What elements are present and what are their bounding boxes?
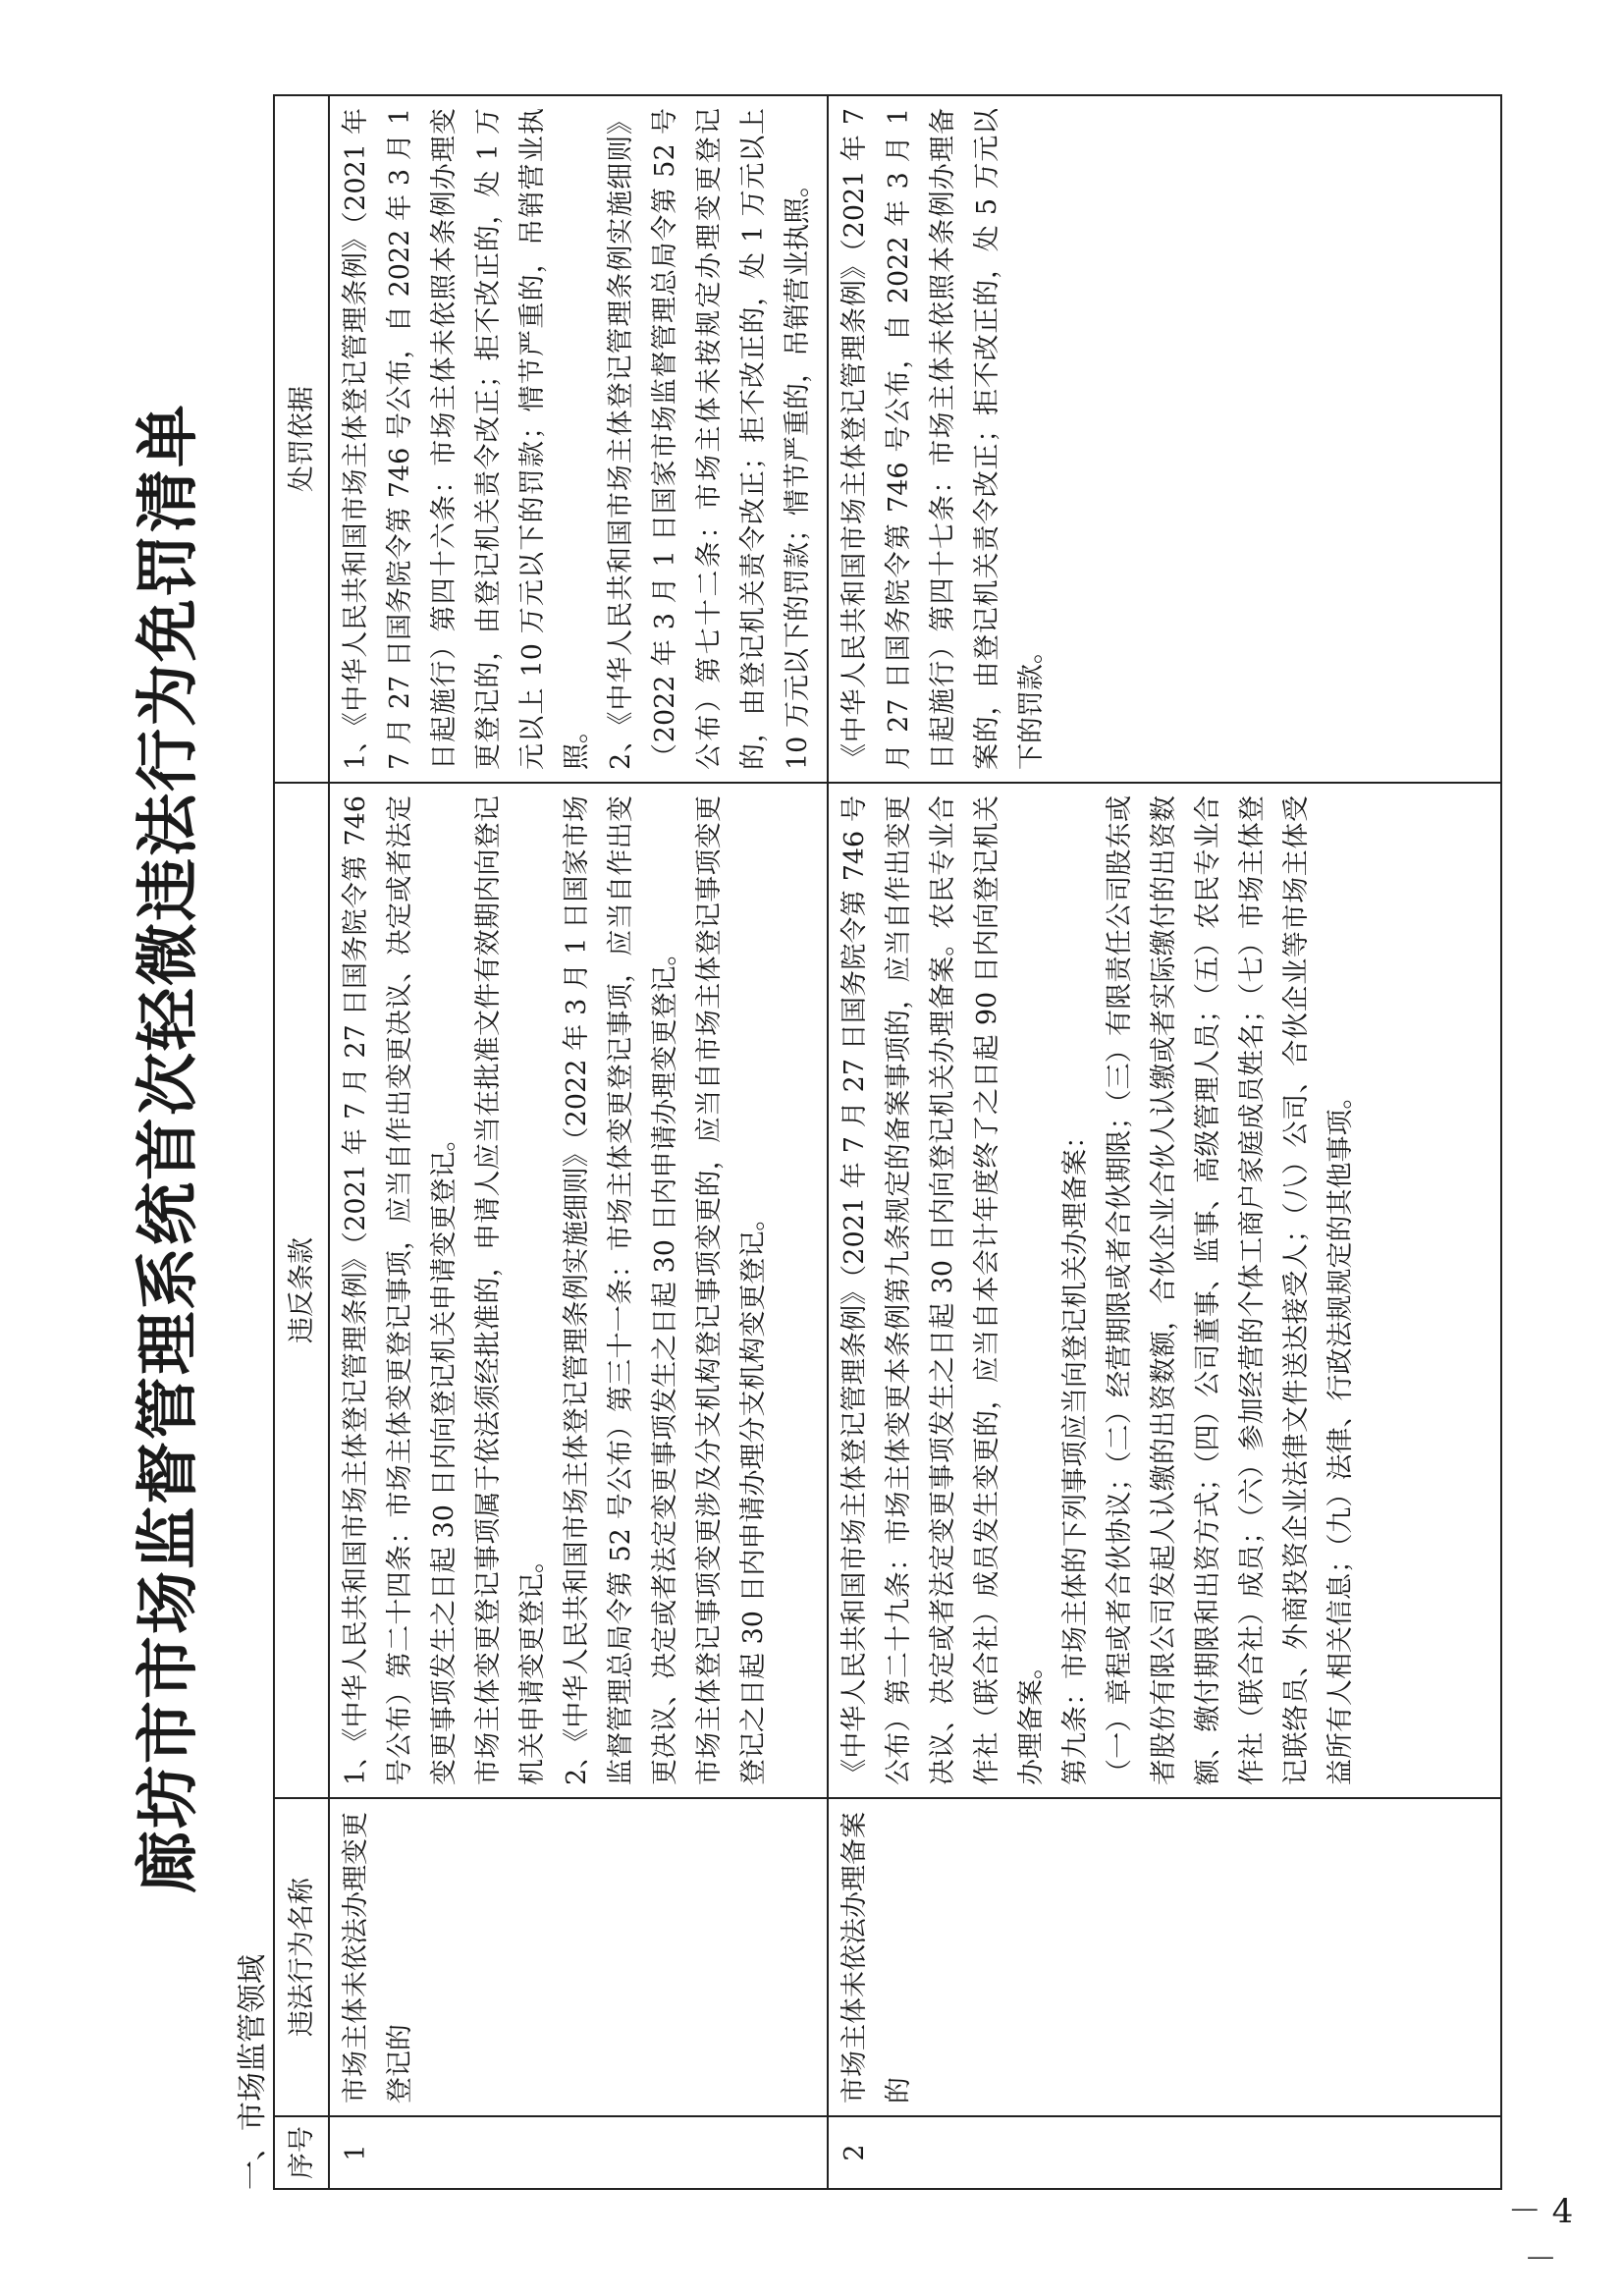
clause-paragraph: 市场主体登记事项变更涉及分支机构登记事项变更的，应当自市场主体登记事项变更登记之日起 30 日内申请办理分支机构变更登记。 [694,795,769,1785]
row-clause [828,783,1501,1798]
basis-paragraph: 1、《中华人民共和国市场主体登记管理条例》（2021 年 7 月 27 日国务院令第 746 号公布，自 2022 年 3 月 1 日起施行）第四十六条：市场主体未依照本条例办理变更登记的，由登记机关责令改正；拒不改正的，处 1 万元以上 10 万元以下的罚款；情节严重的，吊销营业执照。 [341,108,592,770]
penalty-exemption-table [273,94,1502,2190]
clause-paragraph: 2、《中华人民共和国市场主体登记管理条例实施细则》（2022 年 3 月 1 日国家市场监督管理总局令第 52 号公布）第三十一条：市场主体变更登记事项，应当自作出变更决议、决定或者法定变更事项发生之日起 30 日内申请办理变更登记。 [562,795,680,1785]
table-row [828,95,1501,2189]
row-violation-name: 市场主体未依法办理备案的 [828,1798,1501,2116]
page-number: － 4 － [1507,2192,1574,2279]
clause-paragraph: 1、《中华人民共和国市场主体登记管理条例》（2021 年 7 月 27 日国务院令第 746 号公布）第二十四条：市场主体变更登记事项，应当自作出变更决议、决定或者法定变更事项发生之日起 30 日内向登记机关申请变更登记。 [341,795,460,1785]
table-row [329,95,828,2189]
page-title: 廊坊市市场监督管理系统首次轻微违法行为免罚清单 [133,403,205,1893]
table-header-row [274,95,329,2189]
row-clause [329,783,828,1798]
row-penalty-basis [329,95,828,783]
row-penalty-basis [828,95,1501,783]
clause-paragraph: 第九条：市场主体的下列事项应当向登记机关办理备案： [1060,1122,1091,1785]
row-seq: 1 [329,2116,828,2189]
basis-paragraph: 2、《中华人民共和国市场主体登记管理条例实施细则》（2022 年 3 月 1 日国家市场监督管理总局令第 52 号公布）第七十二条：市场主体未按规定办理变更登记的，由登记机关责令改正；拒不改正的，处 1 万元以上 10 万元以下的罚款；情节严重的，吊销营业执照。 [606,108,813,770]
clause-paragraph: （一）章程或者合伙协议；（二）经营期限或者合伙期限；（三）有限责任公司股东或者股份有限公司发起人认缴的出资数额，合伙企业合伙人认缴或者实际缴付的出资数额、缴付期限和出资方式；（四）公司董事、监事、高级管理人员；（五）农民专业合作社（联合社）成员；（六）参加经营的个体工商户家庭成员姓名；（七）市场主体登记联络员、外商投资企业法律文件送达接受人；（八）公司、合伙企业等市场主体受益所有人相关信息；（九）法律、行政法规规定的其他事项。 [1105,795,1356,1785]
clause-paragraph: 《中华人民共和国市场主体登记管理条例》（2021 年 7 月 27 日国务院令第 746 号公布）第二十九条：市场主体变更本条例第九条规定的备案事项的，应当自作出变更决议、决定或者法定变更事项发生之日起 30 日内向登记机关办理备案。农民专业合作社（联合社）成员发生变更的，应当自本会计年度终了之日起 90 日内向登记机关办理备案。 [839,795,1047,1785]
col-header-basis: 处罚依据 [274,95,329,783]
row-violation-name: 市场主体未依法办理变更登记的 [329,1798,828,2116]
basis-paragraph: 《中华人民共和国市场主体登记管理条例》（2021 年 7 月 27 日国务院令第 746 号公布，自 2022 年 3 月 1 日起施行）第四十七条：市场主体未依照本条例办理备案的，由登记机关责令改正；拒不改正的，处 5 万元以下的罚款。 [839,108,1047,770]
col-header-name: 违法行为名称 [274,1798,329,2116]
col-header-clause: 违反条款 [274,783,329,1798]
row-seq: 2 [828,2116,1501,2189]
clause-paragraph: 市场主体变更登记事项属于依法须经批准的，申请人应当在批准文件有效期内向登记机关申请变更登记。 [473,795,548,1785]
col-header-seq: 序号 [274,2116,329,2189]
section-heading: 一、市场监管领域 [236,1954,270,2190]
